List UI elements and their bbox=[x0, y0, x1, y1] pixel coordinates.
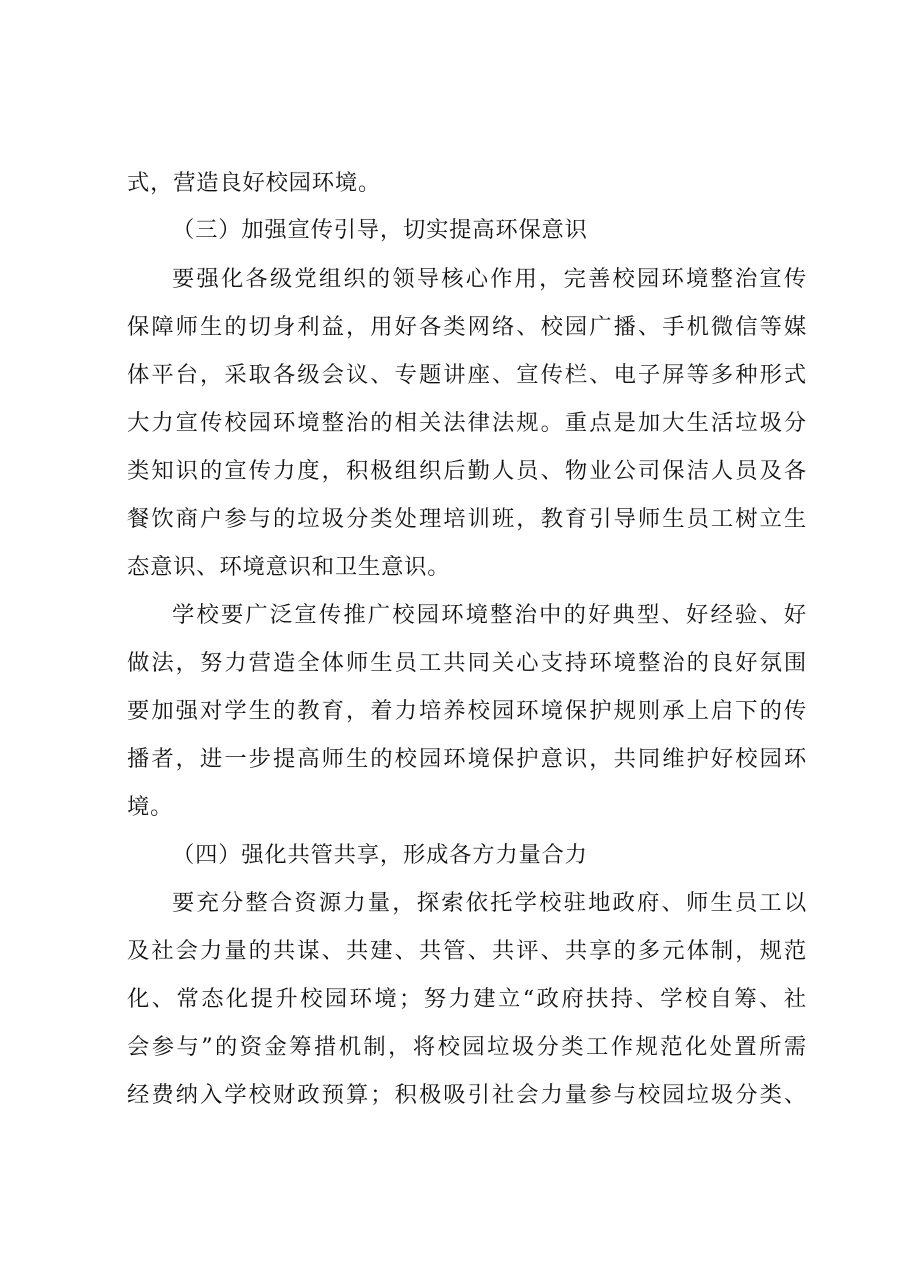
section-heading-4: （四）强化共管共享，形成各方力量合力 bbox=[172, 842, 588, 868]
paragraph-line: 大力宣传校园环境整治的相关法律法规。重点是加大生活垃圾分 bbox=[127, 410, 807, 436]
paragraph-line: 学校要广泛宣传推广校园环境整治中的好典型、好经验、好 bbox=[172, 602, 807, 628]
paragraph-line: 要强化各级党组织的领导核心作用，完善校园环境整治宣传 bbox=[172, 266, 807, 292]
paragraph-line: 要加强对学生的教育，着力培养校园环境保护规则承上启下的传 bbox=[127, 698, 807, 724]
paragraph-line: 餐饮商户参与的垃圾分类处理培训班，教育引导师生员工树立生 bbox=[127, 506, 807, 532]
paragraph-line: 境。 bbox=[127, 794, 174, 820]
paragraph-line: 化、常态化提升校园环境；努力建立“政府扶持、学校自筹、社 bbox=[127, 986, 807, 1012]
paragraph-line: 会参与”的资金筹措机制，将校园垃圾分类工作规范化处置所需 bbox=[127, 1034, 807, 1060]
paragraph-line: 类知识的宣传力度，积极组织后勤人员、物业公司保洁人员及各 bbox=[127, 458, 807, 484]
paragraph-line: 经费纳入学校财政预算；积极吸引社会力量参与校园垃圾分类、 bbox=[127, 1082, 807, 1108]
paragraph-line: 及社会力量的共谋、共建、共管、共评、共享的多元体制，规范 bbox=[127, 938, 807, 964]
paragraph-line: 式，营造良好校园环境。 bbox=[127, 170, 382, 196]
section-heading-3: （三）加强宣传引导，切实提高环保意识 bbox=[172, 217, 588, 243]
paragraph-line: 播者，进一步提高师生的校园环境保护意识，共同维护好校园环 bbox=[127, 746, 807, 772]
paragraph-line: 保障师生的切身利益，用好各类网络、校园广播、手机微信等媒 bbox=[127, 314, 807, 340]
paragraph-line: 要充分整合资源力量，探索依托学校驻地政府、师生员工以 bbox=[172, 890, 807, 916]
paragraph-line: 态意识、环境意识和卫生意识。 bbox=[127, 554, 451, 580]
paragraph-line: 体平台，采取各级会议、专题讲座、宣传栏、电子屏等多种形式 bbox=[127, 362, 807, 388]
paragraph-line: 做法，努力营造全体师生员工共同关心支持环境整治的良好氛围 bbox=[127, 650, 807, 676]
